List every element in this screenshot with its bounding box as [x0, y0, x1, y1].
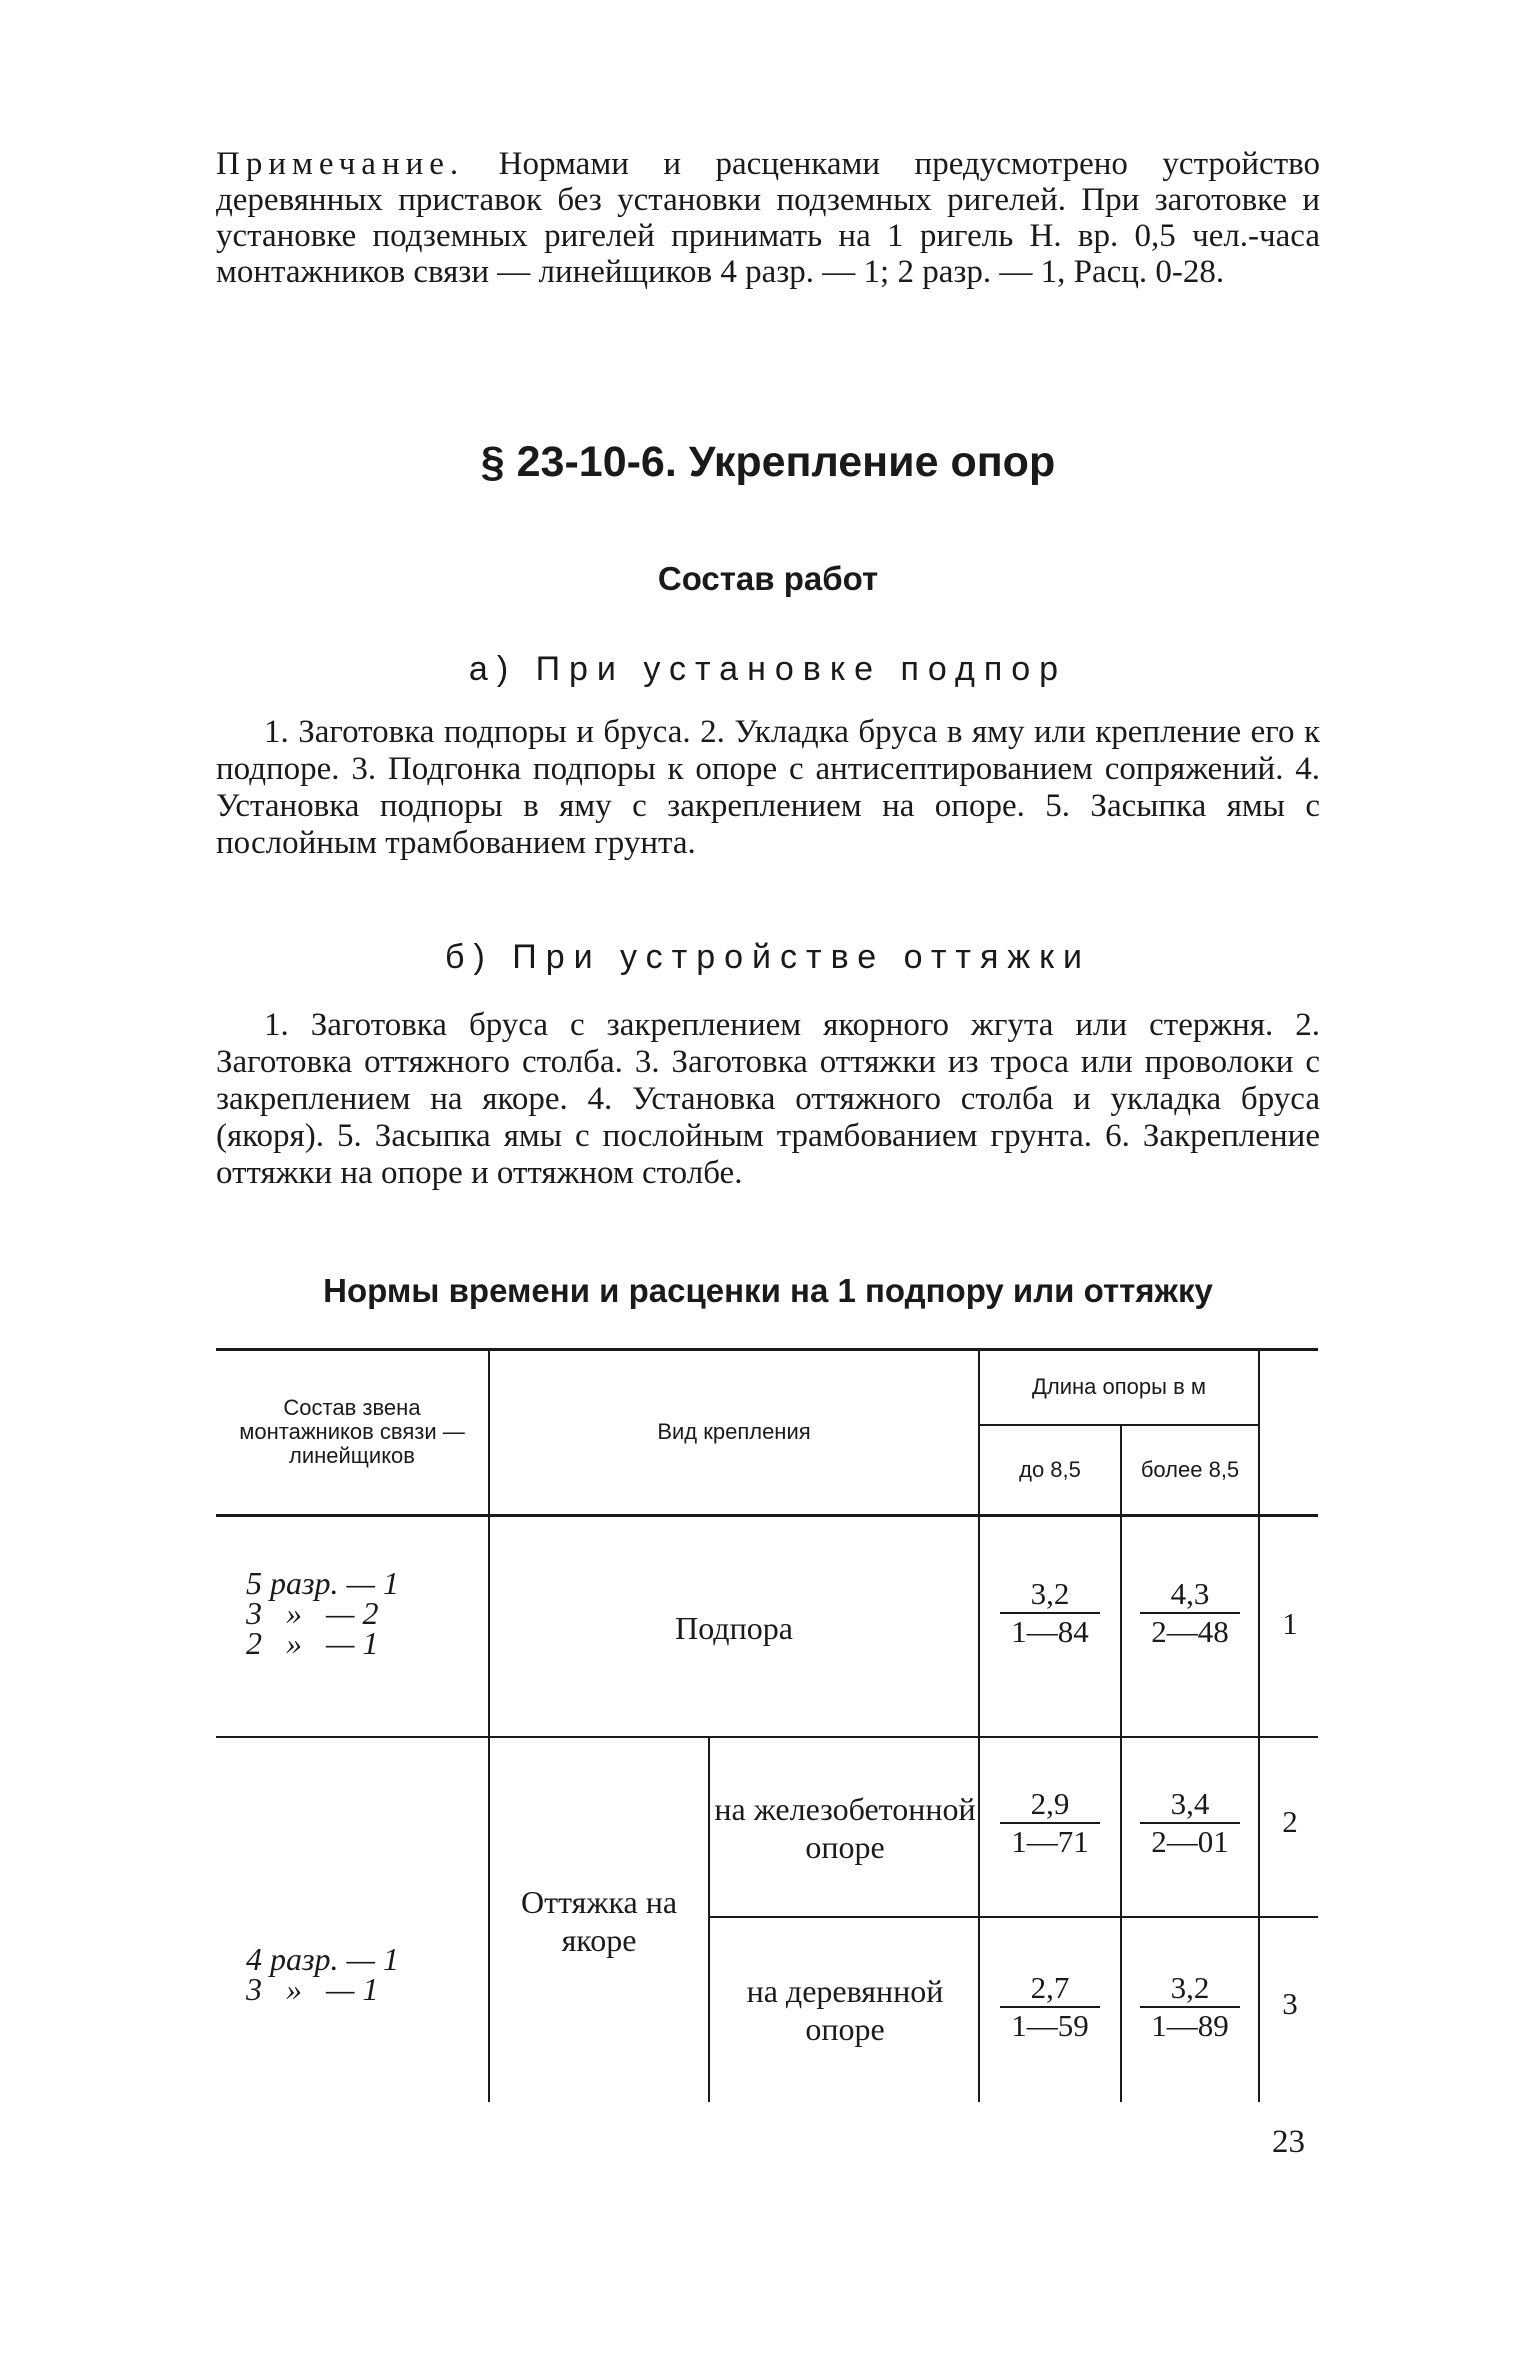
- page-number: 23: [1272, 2124, 1305, 2160]
- row2-crew: 4 разр. — 1 3 » — 1: [246, 1941, 399, 2007]
- subrow3-number: 3: [1282, 1986, 1298, 2021]
- subrow2-label: на железобетонной опоре: [714, 1791, 976, 1865]
- rate: 2—48: [1140, 1612, 1240, 1650]
- part-b-text: 1. Заготовка бруса с закреплением якорного жгута или стержня. 2. Заготовка оттяжного столба. 3. Заготовка оттяжки из троса или проволоки с закреплением на якоре. 4. Установка оттяжного столба и укладка бруса (якоря). 5. Засыпка ямы с послойным трамбованием грунта. 6. Закрепление оттяжки на опоре и оттяжном столбе.: [216, 1007, 1320, 1191]
- row1-type: Подпора: [675, 1610, 793, 1646]
- rate: 1—89: [1140, 2006, 1240, 2044]
- row2-type: Оттяжка на якоре: [520, 1884, 678, 1958]
- row1-number: 1: [1282, 1606, 1298, 1641]
- time-norm: 4,3: [1170, 1576, 1210, 1611]
- note-text: Нормами и расценками предусмотрено устройство деревянных приставок без установки подземных ригелей. При заготовке и установке подземных ригелей принимать на 1 ригель Н. вр. 0,5 чел.-часа монтажников связи — линейщиков 4 разр. — 1; 2 разр. — 1, Расц. 0-28.: [216, 146, 1320, 290]
- time-norm: 3,2: [1030, 1576, 1070, 1611]
- rate: 1—59: [1000, 2006, 1100, 2044]
- note-lead: Примечание.: [216, 146, 465, 182]
- col-divider-3: [1120, 1426, 1122, 2102]
- time-norm: 2,7: [1030, 1970, 1070, 2005]
- time-norm: 3,2: [1170, 1970, 1210, 2005]
- header-crew: Состав звена монтажников связи — линейщиков: [239, 1395, 465, 1468]
- part-b-heading: б) При устройстве оттяжки: [445, 938, 1091, 976]
- header-type: Вид крепления: [657, 1419, 811, 1444]
- header-bottom-rule: [216, 1514, 1318, 1517]
- row1-crew: 5 разр. — 1 3 » — 2 2 » — 1: [246, 1565, 399, 1661]
- header-length: Длина опоры в м: [1032, 1374, 1206, 1399]
- header-over: более 8,5: [1140, 1457, 1240, 1482]
- header-upto: до 8,5: [1019, 1457, 1081, 1482]
- subrow3-label: на деревянной опоре: [746, 1973, 944, 2047]
- subrow2-upto-value: [990, 1786, 1110, 1860]
- row1-upto-value: [990, 1576, 1110, 1650]
- subrow2-over-value: [1130, 1786, 1250, 1860]
- row1-over-value: [1130, 1576, 1250, 1650]
- subrow3-upto-value: [990, 1970, 1110, 2044]
- rate: 1—84: [1000, 1612, 1100, 1650]
- note-paragraph: [216, 146, 1320, 290]
- rate: 2—01: [1140, 1822, 1240, 1860]
- time-norm: 2,9: [1030, 1786, 1070, 1821]
- subtype-divider: [708, 1738, 710, 2102]
- work-composition-heading: Состав работ: [657, 560, 879, 597]
- time-norm: 3,4: [1170, 1786, 1210, 1821]
- subrow2-number: 2: [1282, 1804, 1298, 1839]
- rate: 1—71: [1000, 1822, 1100, 1860]
- subrow3-over-value: [1130, 1970, 1250, 2044]
- table-title: Нормы времени и расценки на 1 подпору или оттяжку: [323, 1272, 1213, 1309]
- part-a-text: 1. Заготовка подпоры и бруса. 2. Укладка бруса в яму или крепление его к подпоре. 3. Подгонка подпоры к опоре с антисептированием сопряжений. 4. Установка подпоры в яму с закреплением на опоре. 5. Засыпка ямы с послойным трамбованием грунта.: [216, 714, 1320, 861]
- part-a-heading: а) При установке подпор: [468, 650, 1068, 688]
- col-divider-4: [1258, 1350, 1260, 2102]
- row1-bottom-rule: [216, 1736, 1318, 1738]
- section-title: § 23-10-6. Укрепление опор: [480, 438, 1056, 486]
